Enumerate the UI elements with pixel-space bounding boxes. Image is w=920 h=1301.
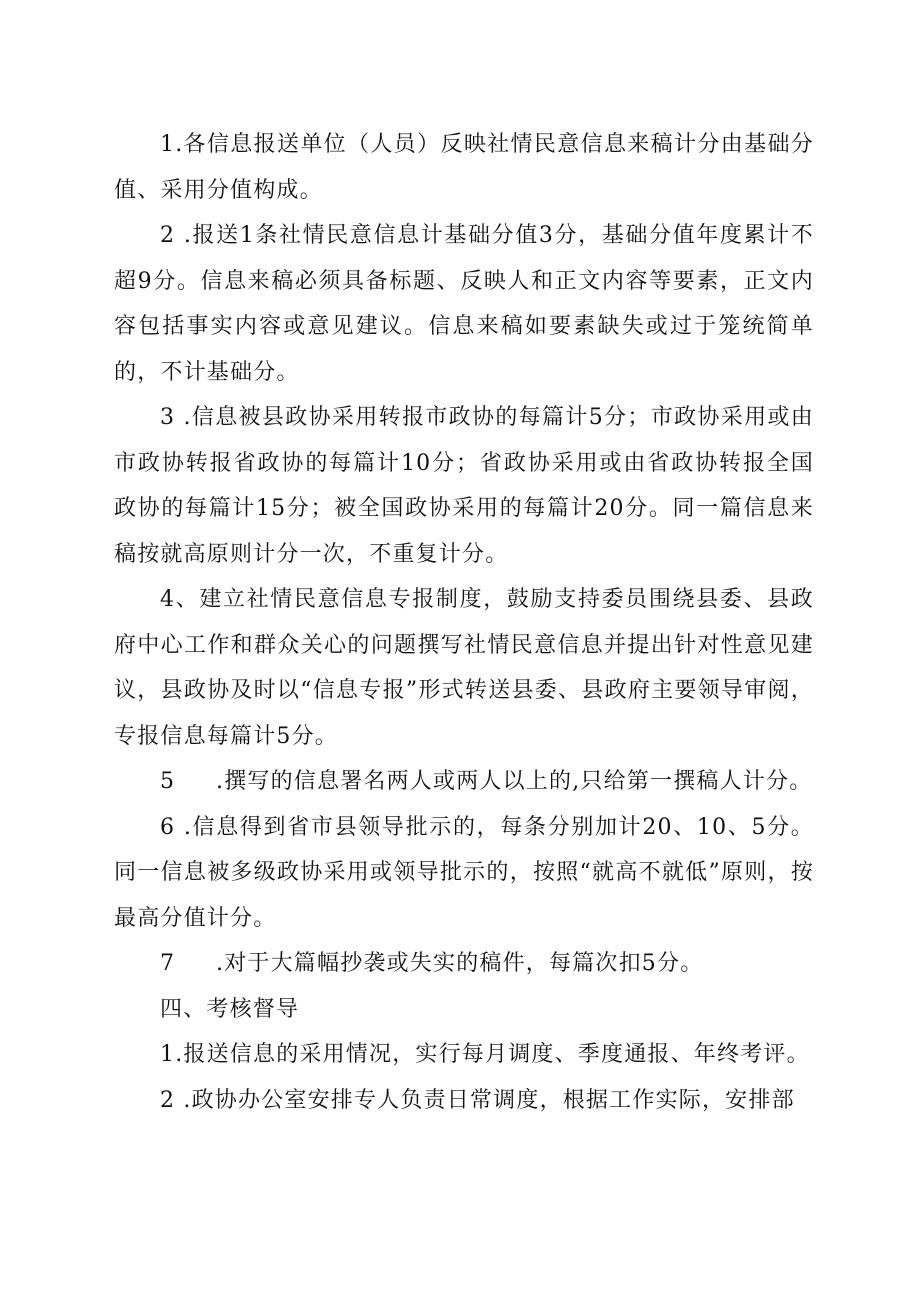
paragraph-office-dispatch: 2 .政协办公室安排专人负责日常调度，根据工作实际，安排部 bbox=[160, 1087, 795, 1113]
paragraph-basic-score: 2 .报送1条社情民意信息计基础分值3分，基础分值年度累计不超9分。信息来稿必须具备标题、反映人和正文内容等要素，正文内容包括事实内容或意见建议。信息来稿如要素缺失或过于笼统简单的，不计基础分。 bbox=[114, 223, 814, 385]
item-text-5: .撰写的信息署名两人或两人以上的,只给第一撰稿人计分。 bbox=[216, 769, 813, 794]
paragraph-co-author-rule bbox=[114, 759, 814, 805]
paragraph-adoption-score: 3 .信息被县政协采用转报市政协的每篇计5分；市政协采用或由市政协转报省政协的每篇计10分；省政协采用或由省政协转报全国政协的每篇计15分；被全国政协采用的每篇计20分。同一篇信息来稿按就高原则计分一次，不重复计分。 bbox=[114, 405, 814, 567]
item-number-7: 7 bbox=[160, 951, 176, 976]
paragraph-leader-instruction: 6 .信息得到省市县领导批示的，每条分别加计20、10、5分。同一信息被多级政协采用或领导批示的，按照“就高不就低”原则，按最高分值计分。 bbox=[114, 814, 814, 931]
paragraph-plagiarism-penalty bbox=[114, 941, 814, 987]
item-number-5: 5 bbox=[160, 769, 176, 794]
paragraph-adoption-tracking: 1.报送信息的采用情况，实行每月调度、季度通报、年终考评。 bbox=[160, 1042, 810, 1067]
document-body bbox=[114, 122, 814, 1123]
section-heading-assessment: 四、考核督导 bbox=[160, 996, 300, 1022]
paragraph-scoring-composition: 1.各信息报送单位（人员）反映社情民意信息来稿计分由基础分值、采用分值构成。 bbox=[114, 132, 814, 203]
item-text-7: .对于大篇幅抄袭或失实的稿件，每篇次扣5分。 bbox=[216, 951, 704, 976]
paragraph-special-report: 4、建立社情民意信息专报制度，鼓励支持委员围绕县委、县政府中心工作和群众关心的问题撰写社情民意信息并提出针对性意见建议，县政协及时以“信息专报”形式转送县委、县政府主要领导审阅，专报信息每篇计5分。 bbox=[114, 587, 814, 749]
